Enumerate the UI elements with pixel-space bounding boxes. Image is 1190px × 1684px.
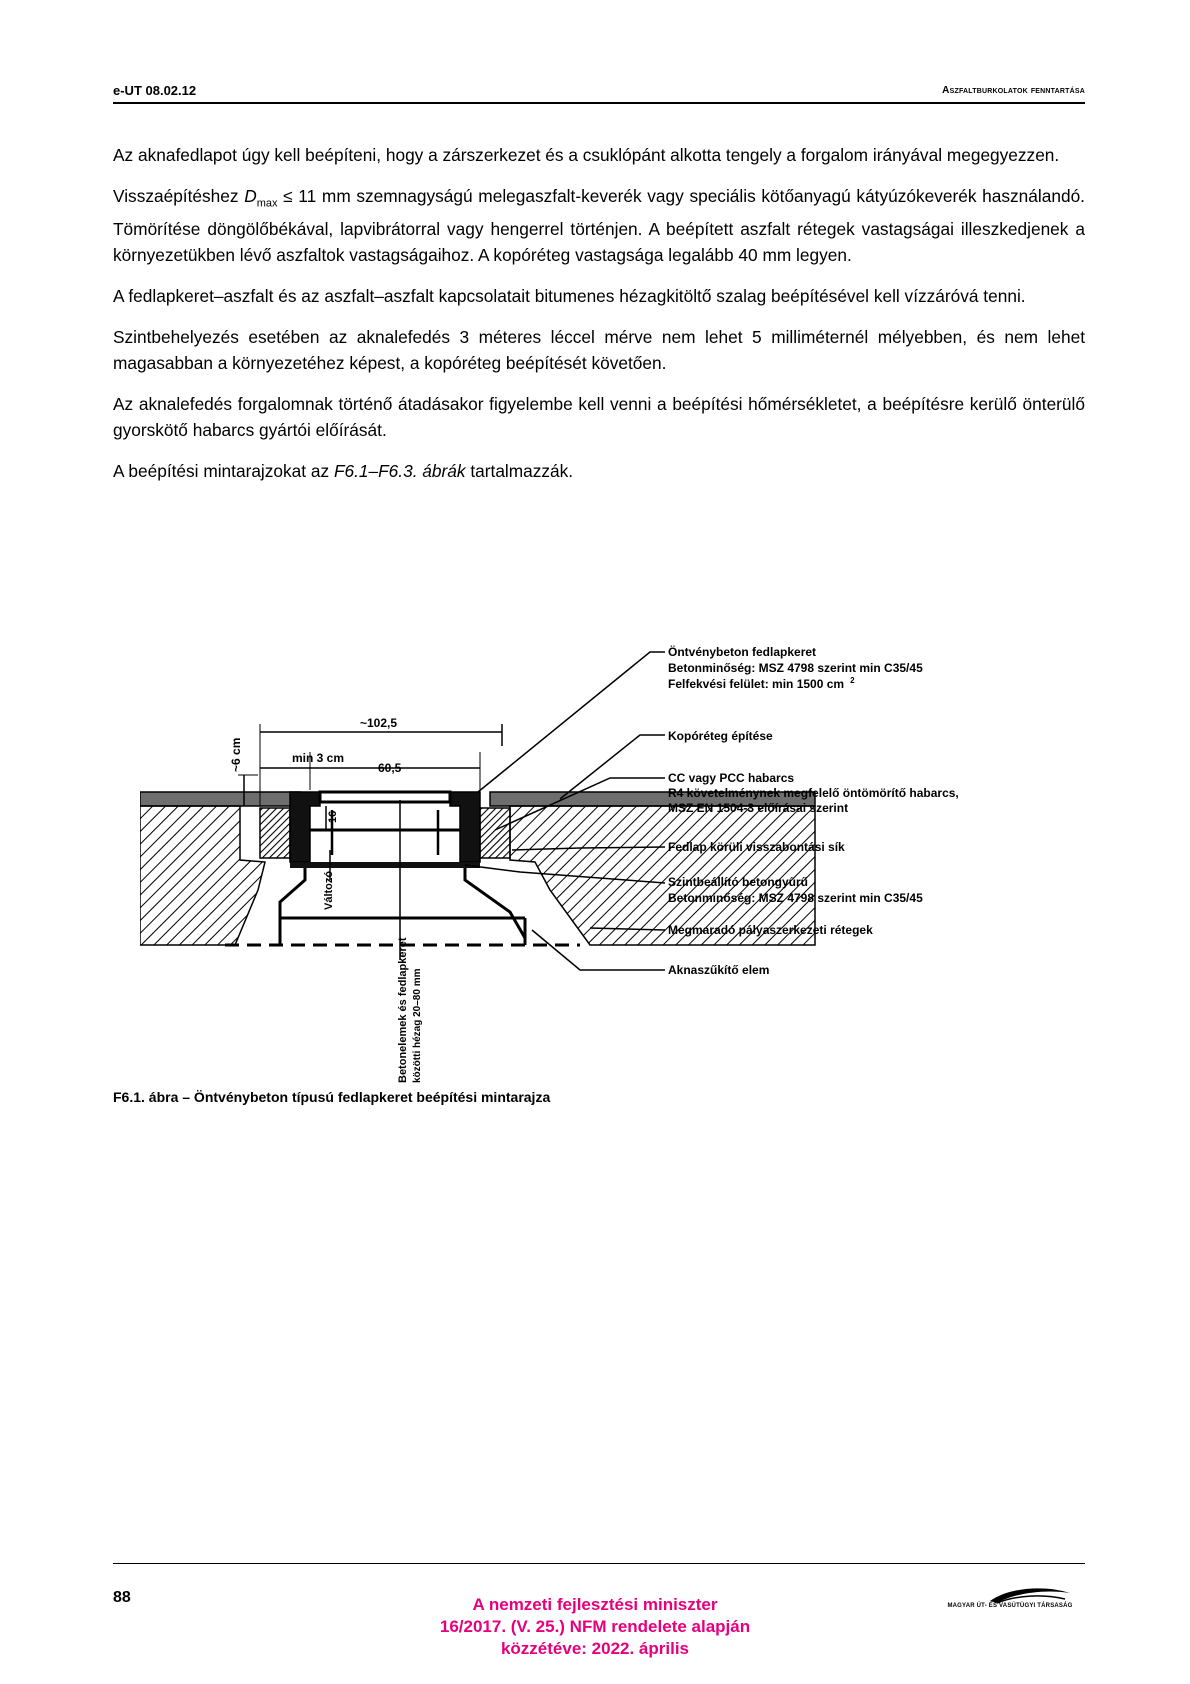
- svg-text:CC vagy PCC habarcs: CC vagy PCC habarcs: [668, 771, 795, 785]
- mortar-right: [480, 808, 510, 858]
- dimension-ring-height: 16: [327, 810, 339, 823]
- svg-text:Szintbeállító betongyűrű: Szintbeállító betongyűrű: [668, 875, 808, 889]
- shaft-reducer-left: [280, 868, 305, 938]
- footer-rule: [113, 1563, 1085, 1564]
- callout-frame: [668, 644, 923, 691]
- dimension-variable: Változó: [323, 870, 335, 910]
- callout-mortar: [668, 771, 959, 815]
- wearing-course-left: [140, 792, 300, 806]
- svg-text:Betonminőség: MSZ 4798 szerint: Betonminőség: MSZ 4798 szerint min C35/45: [668, 661, 923, 675]
- paragraph-6: A beépítési mintarajzokat az F6.1–F6.3. ábrák tartalmazzák.: [113, 461, 574, 482]
- d-max-symbol: D: [244, 186, 257, 206]
- callout-shaft-reducer: [668, 963, 769, 977]
- manhole-cross-section-drawing: [140, 640, 1120, 1090]
- leveling-ring: [290, 862, 480, 868]
- svg-text:Aknaszűkítő elem: Aknaszűkítő elem: [668, 963, 770, 977]
- svg-text:Kopóréteg építése: Kopóréteg építése: [668, 729, 773, 743]
- dimension-inner-width: 60,5: [378, 761, 402, 775]
- publication-note: A nemzeti fejlesztési miniszter 16/2017. (V. 25.) NFM rendelete alapján közzétéve: 2022. április: [439, 1595, 751, 1658]
- svg-text:Öntvénybeton fedlapkeret: Öntvénybeton fedlapkeret: [668, 645, 817, 659]
- figure-reference: F6.1–F6.3. ábrák: [333, 461, 466, 482]
- mortar-left: [260, 808, 290, 858]
- svg-text:Fedlap körüli visszabontási sí: Fedlap körüli visszabontási sík: [668, 840, 845, 854]
- dimension-depth: ~6 cm: [229, 737, 243, 772]
- page-number: 88: [113, 1589, 131, 1606]
- svg-text:Felfekvési felület: min 1500 c: Felfekvési felület: min 1500 cm $^2$: [668, 676, 855, 691]
- svg-text:Betonminőség: MSZ 4798 szerint: Betonminőség: MSZ 4798 szerint min C35/45: [668, 891, 923, 905]
- callout-pavement-layers: [668, 923, 873, 937]
- body-text: [113, 142, 1085, 499]
- paragraph-4: Szintbehelyezés esetében az aknalefedés 3 méteres léccel mérve nem lehet 5 milliméternél mélyebben, és nem lehet magasabban a környezetéhez képest, a kopóréteg beépítését követően.: [113, 327, 1085, 374]
- paragraph-1: Az aknafedlapot úgy kell beépíteni, hogy a zárszerkezet és a csuklópánt alkotta tengely a forgalom irányával megegyezzen.: [113, 145, 1060, 165]
- vertical-note-line1: Betonelemek és fedlapkeret: [397, 937, 409, 1083]
- shaft-reducer-right: [465, 868, 525, 938]
- figure-caption: F6.1. ábra – Öntvénybeton típusú fedlapkeret beépítési mintarajza: [113, 1089, 551, 1105]
- logo-text: MAGYAR ÚT- ÉS VASÚTÜGYI TÁRSASÁG: [947, 1603, 1073, 1609]
- frame-left: [290, 792, 320, 862]
- frame-right: [450, 792, 480, 862]
- vertical-note-line2: közötti hézag 20–80 mm: [412, 968, 423, 1083]
- paragraph-3: A fedlapkeret–aszfalt és az aszfalt–aszfalt kapcsolatait bitumenes hézagkitöltő szalag beépítésével kell vízzáróvá tenni.: [113, 286, 1026, 307]
- page-header: [113, 83, 1085, 103]
- pavement-layers-left: [140, 806, 265, 945]
- paragraph-2: Visszaépítéshez $D_{max} \le 11$ mm szemnagyságú melegaszfalt-keverék vagy speciális kötőanyagú kátyúzókeverék használandó. Tömörítése döngölőbékával, lapvibrátorral vagy hengerrel történjen. A beépített aszfalt rétegek vastagságai illeszkedjenek a környezetükben lévő aszfaltok vastagságaihoz. A kopóréteg vastagsága legalább 40 mm legyen.: [113, 186, 1085, 266]
- document-code: e-UT 08.02.12: [113, 83, 197, 98]
- header-rule: [113, 102, 1085, 104]
- section-title: Aszfaltburkolatok fenntartása: [942, 85, 1085, 96]
- paragraph-5: Az aknalefedés forgalomnak történő átadásakor figyelembe kell venni a beépítési hőmérsékletet, a beépítésre kerülő önterülő gyorskötő habarcs gyártói előírását.: [113, 394, 1085, 441]
- callout-wearing-course: [668, 729, 773, 743]
- dimension-min-gap: min 3 cm: [292, 751, 345, 765]
- svg-text:Megmaradó pályaszerkezeti réte: Megmaradó pályaszerkezeti rétegek: [668, 923, 873, 937]
- dimension-total-width: ~102,5: [360, 716, 398, 730]
- figure-f6-1: [140, 640, 1120, 1090]
- cover-plate: [320, 792, 450, 802]
- svg-text:R4 követelménynek megfelelő ön: R4 követelménynek megfelelő öntömörítő habarcs,: [668, 786, 959, 800]
- svg-text:MSZ EN 1504-3 előírásai szerin: MSZ EN 1504-3 előírásai szerint: [668, 801, 849, 815]
- callout-demolition-plane: [668, 840, 845, 854]
